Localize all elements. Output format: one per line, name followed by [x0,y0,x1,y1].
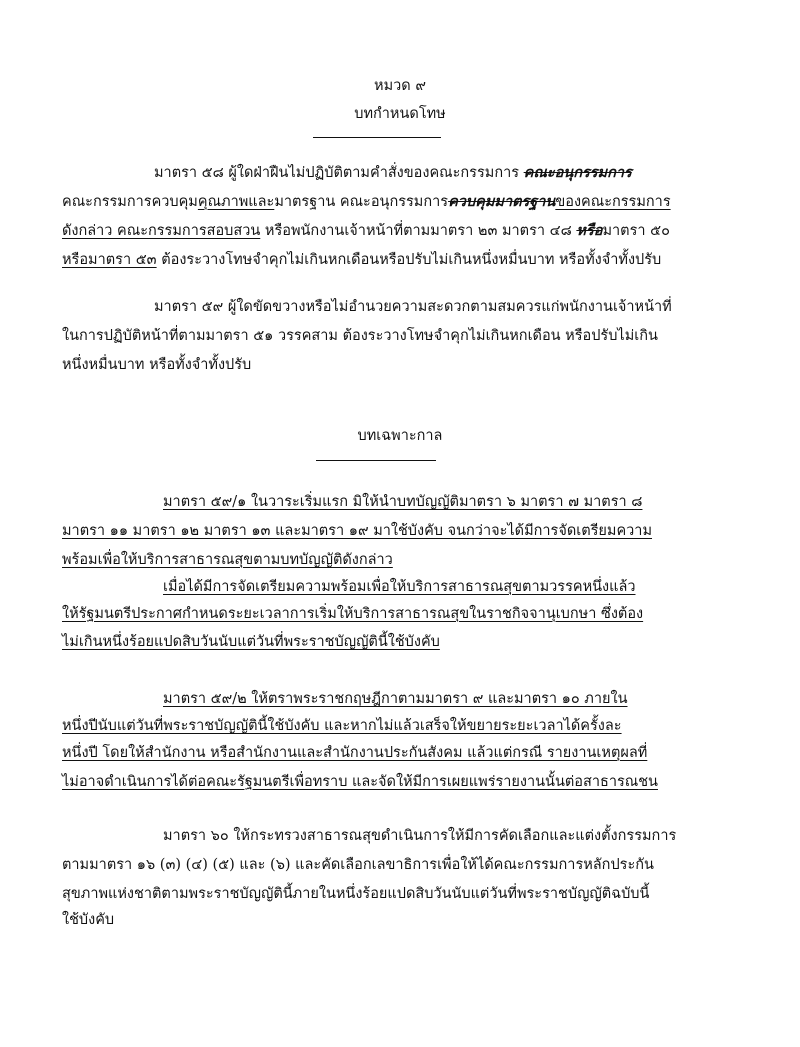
sec59-2-line-3: หนึ่งปี โดยให้สำนักงาน หรือสำนักงานและสำนักงานประกันสังคม แล้วแต่กรณี รายงานเหตุผลที่ [62,745,648,761]
sec60-line-2: ตามมาตรา ๑๖ (๓) (๔) (๕) และ (๖) และคัดเลือกเลขาธิการเพื่อให้ได้คณะกรรมการหลักประกัน [62,857,654,873]
heading-divider [313,137,441,138]
sec58-text: มาตรฐาน คณะอนุกรรมการ [274,194,449,210]
sec60-line-3: สุขภาพแห่งชาติตามพระราชบัญญัตินี้ภายในหนึ่งร้อยแปดสิบวันนับแต่วันที่พระราชบัญญัติฉบับนี้ [62,886,650,902]
sec59-1-line-1: มาตรา ๕๙/๑ ในวาระเริ่มแรก มิให้นำบทบัญญัติมาตรา ๖ มาตรา ๗ มาตรา ๘ [163,494,643,510]
chapter-title: หมวด ๙ [374,78,426,94]
sec59-2-line-4: ไม่อาจดำเนินการได้ต่อคณะรัฐมนตรีเพื่อทราบ และจัดให้มีการเผยแพร่รายงานนั้นต่อสาธารณชน [62,774,658,790]
chapter-subtitle: บทกำหนดโทษ [354,106,446,122]
sec58-inserted-text: คุณภาพและ [197,194,275,210]
sec60-line-4: ใช้บังคับ [62,912,115,928]
sec58-text: ต้องระวางโทษจำคุกไม่เกินหกเดือนหรือปรับไม่เกินหนึ่งหมื่นบาท หรือทั้งจำทั้งปรับ [156,252,662,268]
sec58-text: มาตรา ๕๘ ผู้ใดฝ่าฝืนไม่ปฏิบัติตามคำสั่งของคณะกรรมการ [154,165,524,181]
sec59-1-line-3: พร้อมเพื่อให้บริการสาธารณสุขตามบทบัญญัติดังกล่าว [62,552,393,568]
sec58-inserted-text: ดังกล่าว คณะกรรมการสอบสวน [62,223,261,239]
sec58-deleted-text: หรือ [576,222,603,239]
sec59-1-line-2: มาตรา ๑๑ มาตรา ๑๒ มาตรา ๑๓ และมาตรา ๑๙ มาใช้บังคับ จนกว่าจะได้มีการจัดเตรียมความ [62,523,653,539]
sec59-line-2: ในการปฏิบัติหน้าที่ตามมาตรา ๕๑ วรรคสาม ต้องระวางโทษจำคุกไม่เกินหกเดือน หรือปรับไม่เกิน [62,328,658,344]
sec59-line-1: มาตรา ๕๙ ผู้ใดขัดขวางหรือไม่อำนวยความสะดวกตามสมควรแก่พนักงานเจ้าหน้าที่ [154,299,672,315]
sec58-line-1 [62,163,742,183]
sec58-line-3 [62,221,742,241]
sec59-2-line-1: มาตรา ๕๙/๒ ให้ตราพระราชกฤษฎีกาตามมาตรา ๙ และมาตรา ๑๐ ภายใน [163,691,628,707]
sec59-1-line-6: ไม่เกินหนึ่งร้อยแปดสิบวันนับแต่วันที่พระราชบัญญัตินี้ใช้บังคับ [62,634,440,650]
sec58-inserted-text: ของคณะกรรมการ [555,194,671,210]
sec58-deleted-text: คณะอนุกรรมการ [523,164,632,181]
sec58-text: คณะกรรมการควบคุม [62,194,198,210]
sec59-1-line-4: เมื่อได้มีการจัดเตรียมความพร้อมเพื่อให้บริการสาธารณสุขตามวรรคหนึ่งแล้ว [163,579,636,595]
sec60-line-1: มาตรา ๖๐ ให้กระทรวงสาธารณสุขดำเนินการให้มีการคัดเลือกและแต่งตั้งกรรมการ [163,828,677,844]
sec59-2-line-2: หนึ่งปีนับแต่วันที่พระราชบัญญัตินี้ใช้บังคับ และหากไม่แล้วเสร็จให้ขยายระยะเวลาได้ครั้งละ [62,718,622,734]
sec58-line-4 [62,250,742,270]
sec58-text: มาตรา ๕๐ [602,223,670,239]
transitional-divider [316,460,436,461]
sec58-line-2 [62,192,742,212]
sec58-inserted-text: หรือมาตรา ๕๓ [62,252,157,268]
sec58-deleted-text: ควบคุมมาตรฐาน [448,193,556,210]
sec58-text: หรือพนักงานเจ้าหน้าที่ตามมาตรา ๒๓ มาตรา ๔๘ [260,223,577,239]
transitional-title: บทเฉพาะกาล [357,428,443,444]
sec59-line-3: หนึ่งหมื่นบาท หรือทั้งจำทั้งปรับ [62,357,252,373]
sec59-1-line-5: ให้รัฐมนตรีประกาศกำหนดระยะเวลาการเริ่มให้บริการสาธารณสุขในราชกิจจานุเบกษา ซึ่งต้อง [62,606,644,622]
